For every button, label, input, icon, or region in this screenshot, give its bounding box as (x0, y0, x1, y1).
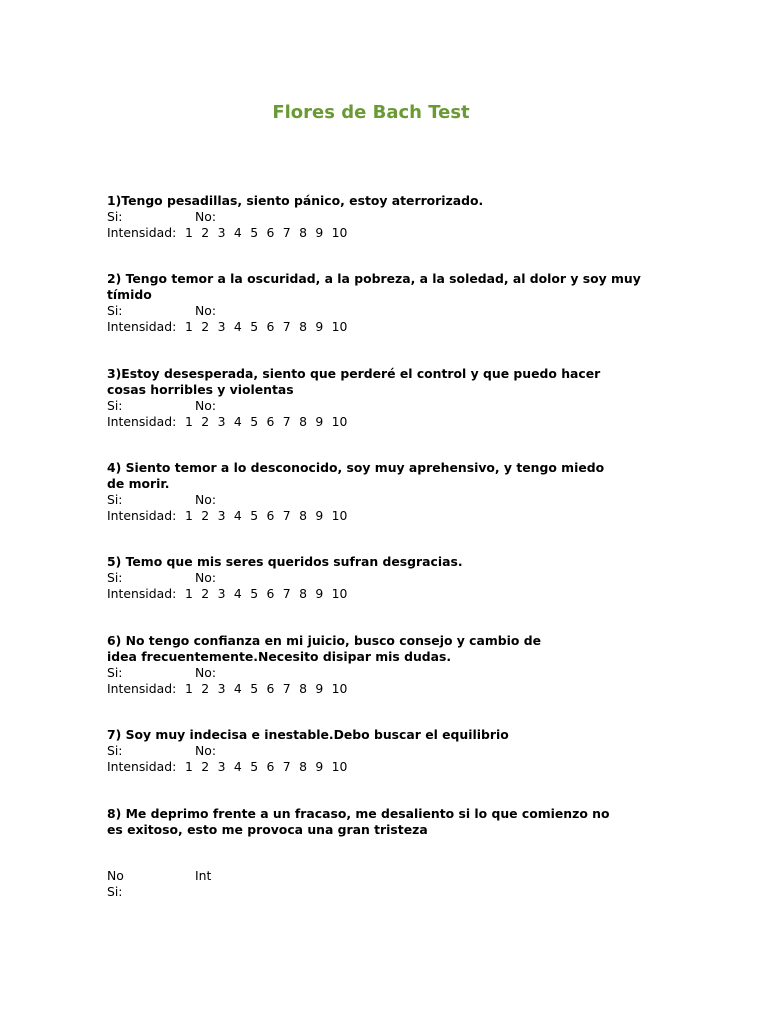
scale-option-3: 3 (217, 414, 226, 429)
intensity-label: Intensidad: (107, 759, 177, 774)
scale-option-8: 8 (299, 508, 307, 523)
scale-option-10: 10 (331, 759, 348, 774)
scale-option-9: 9 (315, 681, 324, 696)
intensity-label: Intensidad: (107, 508, 177, 523)
intensity-row (107, 508, 667, 524)
si-label: Si: (107, 303, 123, 318)
scale-option-1: 1 (185, 508, 193, 523)
scale-option-2: 2 (201, 319, 210, 334)
no-label: No: (195, 303, 217, 318)
intensity-label: Intensidad: (107, 414, 177, 429)
scale-option-1: 1 (185, 414, 193, 429)
scale-option-6: 6 (266, 586, 275, 601)
scale-option-4: 4 (233, 414, 242, 429)
scale-option-8: 8 (299, 225, 307, 240)
question-text: 7) Soy muy indecisa e inestable.Debo buscar el equilibrio (107, 727, 509, 742)
scale-option-7: 7 (282, 508, 291, 523)
no-label: No: (195, 665, 217, 680)
intensity-scale (185, 225, 356, 240)
question-3 (107, 366, 667, 430)
scale-option-6: 6 (266, 759, 275, 774)
scale-option-3: 3 (217, 508, 226, 523)
scale-option-7: 7 (282, 414, 291, 429)
scale-option-9: 9 (315, 319, 324, 334)
question-7 (107, 727, 667, 775)
intensity-scale (185, 319, 356, 334)
answer-row (107, 398, 667, 414)
scale-option-2: 2 (201, 681, 210, 696)
no-label: No: (195, 209, 217, 224)
scale-option-9: 9 (315, 414, 324, 429)
intensity-scale (185, 759, 356, 774)
scale-option-3: 3 (217, 681, 226, 696)
scale-option-2: 2 (201, 508, 210, 523)
scale-option-3: 3 (217, 225, 226, 240)
scale-option-9: 9 (315, 759, 324, 774)
scale-option-7: 7 (282, 225, 291, 240)
intensity-label: Intensidad: (107, 586, 177, 601)
intensity-scale (185, 414, 356, 429)
scale-option-4: 4 (233, 225, 242, 240)
question-text: 8) Me deprimo frente a un fracaso, me desaliento si lo que comienzo no es exitoso, esto me provoca una gran tristeza (107, 806, 610, 837)
scale-option-4: 4 (233, 319, 242, 334)
scale-option-8: 8 (299, 681, 307, 696)
scale-option-4: 4 (233, 681, 242, 696)
partial-answer-block (107, 868, 407, 900)
question-4 (107, 460, 667, 524)
answer-row (107, 884, 407, 900)
question-text: 4) Siento temor a lo desconocido, soy muy aprehensivo, y tengo miedo de morir. (107, 460, 605, 491)
question-6 (107, 633, 667, 697)
scale-option-5: 5 (250, 586, 259, 601)
scale-option-9: 9 (315, 508, 324, 523)
scale-option-7: 7 (282, 586, 291, 601)
scale-option-6: 6 (266, 508, 275, 523)
scale-option-2: 2 (201, 225, 210, 240)
question-text: 1)Tengo pesadillas, siento pánico, estoy aterrorizado. (107, 193, 484, 208)
scale-option-1: 1 (185, 586, 193, 601)
scale-option-9: 9 (315, 586, 324, 601)
scale-option-10: 10 (331, 508, 348, 523)
scale-option-6: 6 (266, 414, 275, 429)
scale-option-2: 2 (201, 414, 210, 429)
scale-option-10: 10 (331, 681, 348, 696)
scale-option-1: 1 (185, 681, 193, 696)
no-label: No: (195, 492, 217, 507)
question-8 (107, 806, 667, 838)
si-label: Si: (107, 492, 123, 507)
scale-option-5: 5 (250, 508, 259, 523)
scale-option-7: 7 (282, 681, 291, 696)
si-label: Si: (107, 209, 123, 224)
question-text: 2) Tengo temor a la oscuridad, a la pobreza, a la soledad, al dolor y soy muy tímido (107, 271, 641, 302)
scale-option-6: 6 (266, 319, 275, 334)
intensity-row (107, 225, 667, 241)
scale-option-10: 10 (331, 225, 348, 240)
question-text: 5) Temo que mis seres queridos sufran desgracias. (107, 554, 463, 569)
intensity-row (107, 759, 667, 775)
question-2 (107, 271, 667, 335)
scale-option-3: 3 (217, 759, 226, 774)
scale-option-1: 1 (185, 319, 193, 334)
si-label: Si: (107, 398, 123, 413)
scale-option-10: 10 (331, 319, 348, 334)
intensity-row (107, 681, 667, 697)
scale-option-3: 3 (217, 586, 226, 601)
question-text: 3)Estoy desesperada, siento que perderé el control y que puedo hacer cosas horribles y violentas (107, 366, 601, 397)
si-label: Si: (107, 743, 123, 758)
intensity-label: Intensidad: (107, 225, 177, 240)
question-text: 6) No tengo confianza en mi juicio, busco consejo y cambio de idea frecuentemente.Necesito disipar mis dudas. (107, 633, 542, 664)
scale-option-5: 5 (250, 319, 259, 334)
scale-option-1: 1 (185, 759, 193, 774)
scale-option-1: 1 (185, 225, 193, 240)
question-5 (107, 554, 667, 602)
scale-option-4: 4 (233, 508, 242, 523)
answer-row (107, 570, 667, 586)
intensity-scale (185, 681, 356, 696)
scale-option-3: 3 (217, 319, 226, 334)
scale-option-5: 5 (250, 414, 259, 429)
scale-option-2: 2 (201, 586, 210, 601)
scale-option-8: 8 (299, 414, 307, 429)
si-label: Si: (107, 665, 123, 680)
int-label: Int (195, 868, 212, 883)
intensity-scale (185, 508, 356, 523)
scale-option-5: 5 (250, 681, 259, 696)
intensity-scale (185, 586, 356, 601)
answer-row (107, 743, 667, 759)
scale-option-8: 8 (299, 319, 307, 334)
scale-option-2: 2 (201, 759, 210, 774)
no-label: No: (195, 570, 217, 585)
intensity-row (107, 586, 667, 602)
intensity-row (107, 414, 667, 430)
question-1 (107, 193, 667, 241)
scale-option-5: 5 (250, 759, 259, 774)
si-label: Si: (107, 884, 123, 899)
scale-option-5: 5 (250, 225, 259, 240)
scale-option-10: 10 (331, 586, 348, 601)
answer-row (107, 492, 667, 508)
no-label: No: (195, 743, 217, 758)
answer-row (107, 303, 667, 319)
scale-option-6: 6 (266, 225, 275, 240)
scale-option-6: 6 (266, 681, 275, 696)
scale-option-7: 7 (282, 319, 291, 334)
answer-row (107, 868, 407, 884)
scale-option-8: 8 (299, 586, 307, 601)
page-title: Flores de Bach Test (272, 102, 470, 123)
scale-option-10: 10 (331, 414, 348, 429)
scale-option-7: 7 (282, 759, 291, 774)
scale-option-4: 4 (233, 586, 242, 601)
intensity-label: Intensidad: (107, 319, 177, 334)
scale-option-9: 9 (315, 225, 324, 240)
intensity-label: Intensidad: (107, 681, 177, 696)
no-label: No: (195, 398, 217, 413)
scale-option-8: 8 (299, 759, 307, 774)
scale-option-4: 4 (233, 759, 242, 774)
no-label: No (107, 868, 124, 883)
answer-row (107, 209, 667, 225)
si-label: Si: (107, 570, 123, 585)
intensity-row (107, 319, 667, 335)
answer-row (107, 665, 667, 681)
